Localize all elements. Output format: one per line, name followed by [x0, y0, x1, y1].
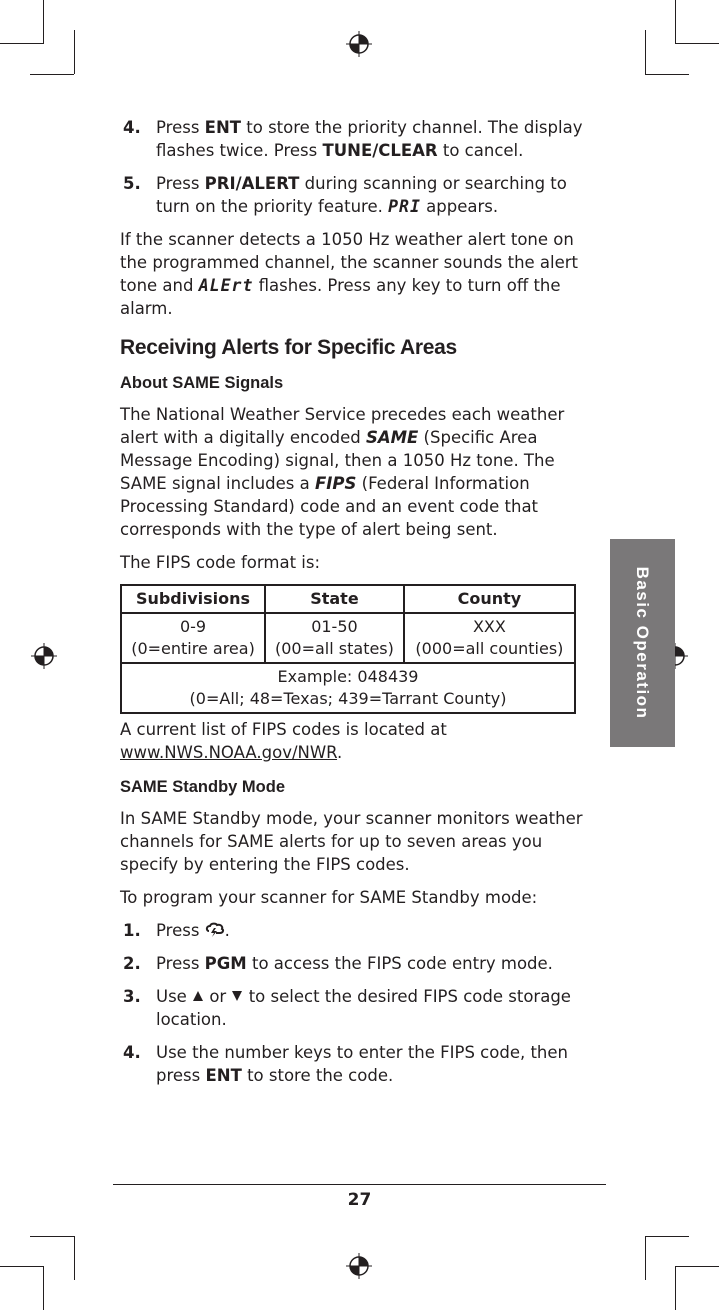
- table-cell: 0-9 (0=entire area): [121, 613, 265, 663]
- chapter-tab-label: Basic Operation: [633, 566, 652, 720]
- step-number: 1.: [123, 921, 141, 940]
- step-item: 1. Press .: [123, 921, 230, 940]
- page-content: [120, 116, 590, 1097]
- crop-mark: [74, 30, 75, 74]
- table-header-cell: County: [404, 585, 575, 613]
- crop-mark: [43, 1266, 44, 1310]
- lcd-display-text: ALErt: [198, 276, 254, 295]
- table-row: [121, 663, 575, 713]
- subsection-heading: SAME Standby Mode: [120, 778, 286, 796]
- step-item: 5. Press PRI/ALERT during scanning or searching to turn on the priority feature. PRI appears.: [123, 174, 567, 216]
- up-arrow-icon: [192, 990, 204, 1002]
- weather-storm-icon: [205, 922, 225, 938]
- step-item: 3. Use or to select the desired FIPS code storage location.: [123, 987, 571, 1029]
- table-cell: 01-50 (00=all states): [265, 613, 404, 663]
- crop-mark: [0, 43, 44, 44]
- table-row: [121, 613, 575, 663]
- step-item: 4. Press ENT to store the priority channel. The display flashes twice. Press TUNE/CLEAR to cancel.: [123, 118, 583, 160]
- table-cell: XXX (000=all counties): [404, 613, 575, 663]
- fips-format-text: The FIPS code format is:: [120, 553, 321, 572]
- crop-mark: [675, 1266, 676, 1310]
- key-label: ENT: [205, 1066, 242, 1085]
- lcd-display-text: PRI: [388, 197, 421, 216]
- table-header-row: [121, 585, 575, 613]
- table-example-cell: Example: 048439 (0=All; 48=Texas; 439=Tarrant County): [121, 663, 575, 713]
- page-number: 27: [347, 1190, 372, 1210]
- key-label: ENT: [204, 118, 242, 137]
- table-header-cell: Subdivisions: [121, 585, 265, 613]
- step-item: 2. Press PGM to access the FIPS code entry mode.: [123, 954, 553, 973]
- crop-mark: [645, 1236, 646, 1280]
- key-label: PGM: [204, 954, 247, 973]
- step-number: 4.: [123, 118, 141, 137]
- crop-mark: [645, 74, 689, 75]
- step-number: 3.: [123, 987, 141, 1006]
- subsection-heading: About SAME Signals: [120, 374, 284, 392]
- crop-mark: [43, 0, 44, 44]
- chapter-side-tab: [610, 539, 675, 747]
- table-header-cell: State: [265, 585, 404, 613]
- step-number: 2.: [123, 954, 141, 973]
- crop-mark: [675, 43, 719, 44]
- section-heading: Receiving Alerts for Specific Areas: [120, 336, 457, 359]
- registration-mark-icon: [346, 1253, 372, 1279]
- crop-mark: [30, 1236, 74, 1237]
- step-item: 4. Use the number keys to enter the FIPS code, then press ENT to store the code.: [123, 1043, 568, 1085]
- footer-rule: [113, 1184, 606, 1185]
- emphasis-term: SAME: [365, 428, 419, 447]
- crop-mark: [0, 1266, 44, 1267]
- registration-mark-icon: [31, 643, 57, 669]
- key-label: PRI/ALERT: [204, 174, 300, 193]
- fips-format-table: [120, 584, 576, 714]
- crop-mark: [645, 30, 646, 74]
- crop-mark: [645, 1236, 689, 1237]
- same-paragraph: The National Weather Service precedes each weather alert with a digitally encoded SAME (Specific Area Message Encoding) signal, then a 1050 Hz tone. The SAME signal includes a FIPS (Federal Information Processing Standard) code and an event code that corresponds with the type of alert being sent.: [120, 405, 565, 539]
- step-number: 4.: [123, 1043, 141, 1062]
- registration-mark-icon: [346, 31, 372, 57]
- step-number: 5.: [123, 174, 141, 193]
- emphasis-term: FIPS: [315, 474, 357, 493]
- down-arrow-icon: [231, 990, 243, 1002]
- key-label: TUNE/CLEAR: [322, 141, 438, 160]
- standby-paragraph: In SAME Standby mode, your scanner monitors weather channels for SAME alerts for up to seven areas you specify by entering the FIPS codes.: [120, 809, 583, 874]
- program-intro: To program your scanner for SAME Standby mode:: [120, 888, 538, 907]
- alert-paragraph: If the scanner detects a 1050 Hz weather alert tone on the programmed channel, the scanner sounds the alert tone and ALErt flashes. Press any key to turn off the alarm.: [120, 230, 579, 318]
- nws-link[interactable]: www.NWS.NOAA.gov/NWR: [120, 743, 338, 762]
- crop-mark: [74, 1236, 75, 1280]
- crop-mark: [675, 1266, 719, 1267]
- crop-mark: [30, 74, 74, 75]
- crop-mark: [675, 0, 676, 44]
- fips-list-paragraph: A current list of FIPS codes is located at www.NWS.NOAA.gov/NWR.: [120, 720, 447, 762]
